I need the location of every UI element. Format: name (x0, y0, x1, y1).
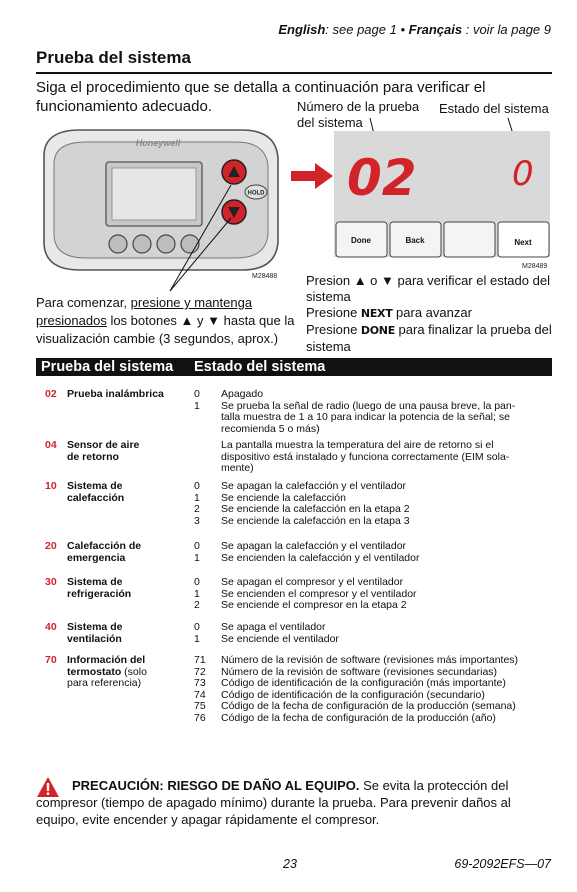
status-descriptions: Se apagan el compresor y el ventilador Se encienden el compresor y el ventilador Se enciende el compresor en la etapa 2 (221, 576, 417, 611)
test-name: Información del termostato (solo para referencia) (67, 654, 147, 689)
test-code: 10 (45, 480, 57, 492)
instructions-start: Para comenzar, presione y mantenga presionados los botones ▲ y ▼ hasta que la visualización cambie (3 segundos, aprox.) (36, 295, 295, 346)
column-header-test: Prueba del sistema (41, 359, 174, 375)
status-descriptions: Se apaga el ventilador Se enciende el ventilador (221, 621, 339, 645)
hold-label: HOLD (247, 190, 265, 197)
test-name: Sistema de calefacción (67, 480, 125, 504)
test-name: Sistema de refrigeración (67, 576, 132, 600)
test-code: 02 (45, 388, 57, 400)
figure-id-right: M28489 (522, 263, 548, 270)
status-descriptions: Se apagan la calefacción y el ventilador Se encienden la calefacción y el ventilador (221, 540, 420, 564)
caution-note: PRECAUCIÓN: RIESGO DE DAÑO AL EQUIPO. Se evita la protección del compresor (tiempo de apagado mínimo) durante la prueba. Para prevenir daños al equipo, evite encender y apagar rápidamente el compresor. (36, 778, 511, 827)
document-number: 69-2092EFS—07 (454, 857, 551, 871)
blank-button (444, 222, 495, 257)
status-values: 71 72 73 74 75 76 (194, 654, 206, 724)
status-descriptions: Número de la revisión de software (revisiones más importantes) Número de la revisión de software (revisiones secundarias) Código de identificación de la configuración (más importante) Código de identificación de la configuración (secundario) Código de la fecha de configuración de la producción (semana) Código de la fecha de configuración de la producción (año) (221, 654, 519, 724)
test-number-display: 02 (347, 149, 417, 207)
brand-logo: Honeywell (135, 138, 181, 148)
instruction-done: Presione DONE para finalizar la prueba del sistema (306, 322, 552, 354)
language-note: English: see page 1 • Français : voir la page 9 (278, 22, 551, 37)
page-number: 23 (283, 857, 297, 871)
status-display: 0 (512, 154, 534, 194)
page-title: Prueba del sistema (36, 48, 191, 67)
display-illustration (334, 131, 552, 271)
done-label: Done (351, 236, 371, 245)
back-label: Back (405, 236, 425, 245)
next-label: Next (514, 238, 532, 247)
figure-id-left: M28488 (252, 273, 278, 280)
status-values: 0 1 (194, 388, 200, 412)
test-code: 30 (45, 576, 57, 588)
instruction-next: Presione NEXT para avanzar (306, 305, 472, 320)
red-arrow-icon (289, 160, 335, 192)
test-code: 40 (45, 621, 57, 633)
column-header-status: Estado del sistema (194, 359, 326, 375)
test-code: 70 (45, 654, 57, 666)
test-name: Prueba inalámbrica (67, 388, 164, 400)
callout-system-status: Estado del sistema (439, 101, 549, 116)
instructions-navigate (306, 273, 556, 355)
status-values: 0 1 2 3 (194, 480, 200, 527)
callout-test-number: Número de la prueba del sistema (297, 99, 420, 130)
intro-text: Siga el procedimiento que se detalla a continuación para verificar el funcionamiento adecuado. (36, 79, 486, 115)
test-name: Sistema de ventilación (67, 621, 123, 645)
status-descriptions: Se apagan la calefacción y el ventilador Se enciende la calefacción Se enciende la calefacción en la etapa 2 Se enciende la calefacción en la etapa 3 (221, 480, 410, 527)
test-name: Calefacción de emergencia (67, 540, 142, 564)
instruction-verify: Presion ▲ o ▼ para verificar el estado del sistema (306, 273, 550, 304)
test-code: 04 (45, 439, 57, 451)
test-code: 20 (45, 540, 57, 552)
status-values: 0 1 (194, 621, 200, 645)
status-values: 0 1 (194, 540, 200, 564)
status-values: 0 1 2 (194, 576, 200, 611)
test-name: Sensor de aire de retorno (67, 439, 140, 463)
table-header (36, 358, 552, 376)
status-descriptions: Apagado Se prueba la señal de radio (luego de una pausa breve, la pan- talla muestra de 1 a 10 para indicar la potencia de la señal; se recomienda 5 o más) (221, 388, 516, 435)
status-descriptions: La pantalla muestra la temperatura del aire de retorno si el dispositivo está instalado y funciona correctamente (EIM sola- mente) (221, 439, 510, 474)
